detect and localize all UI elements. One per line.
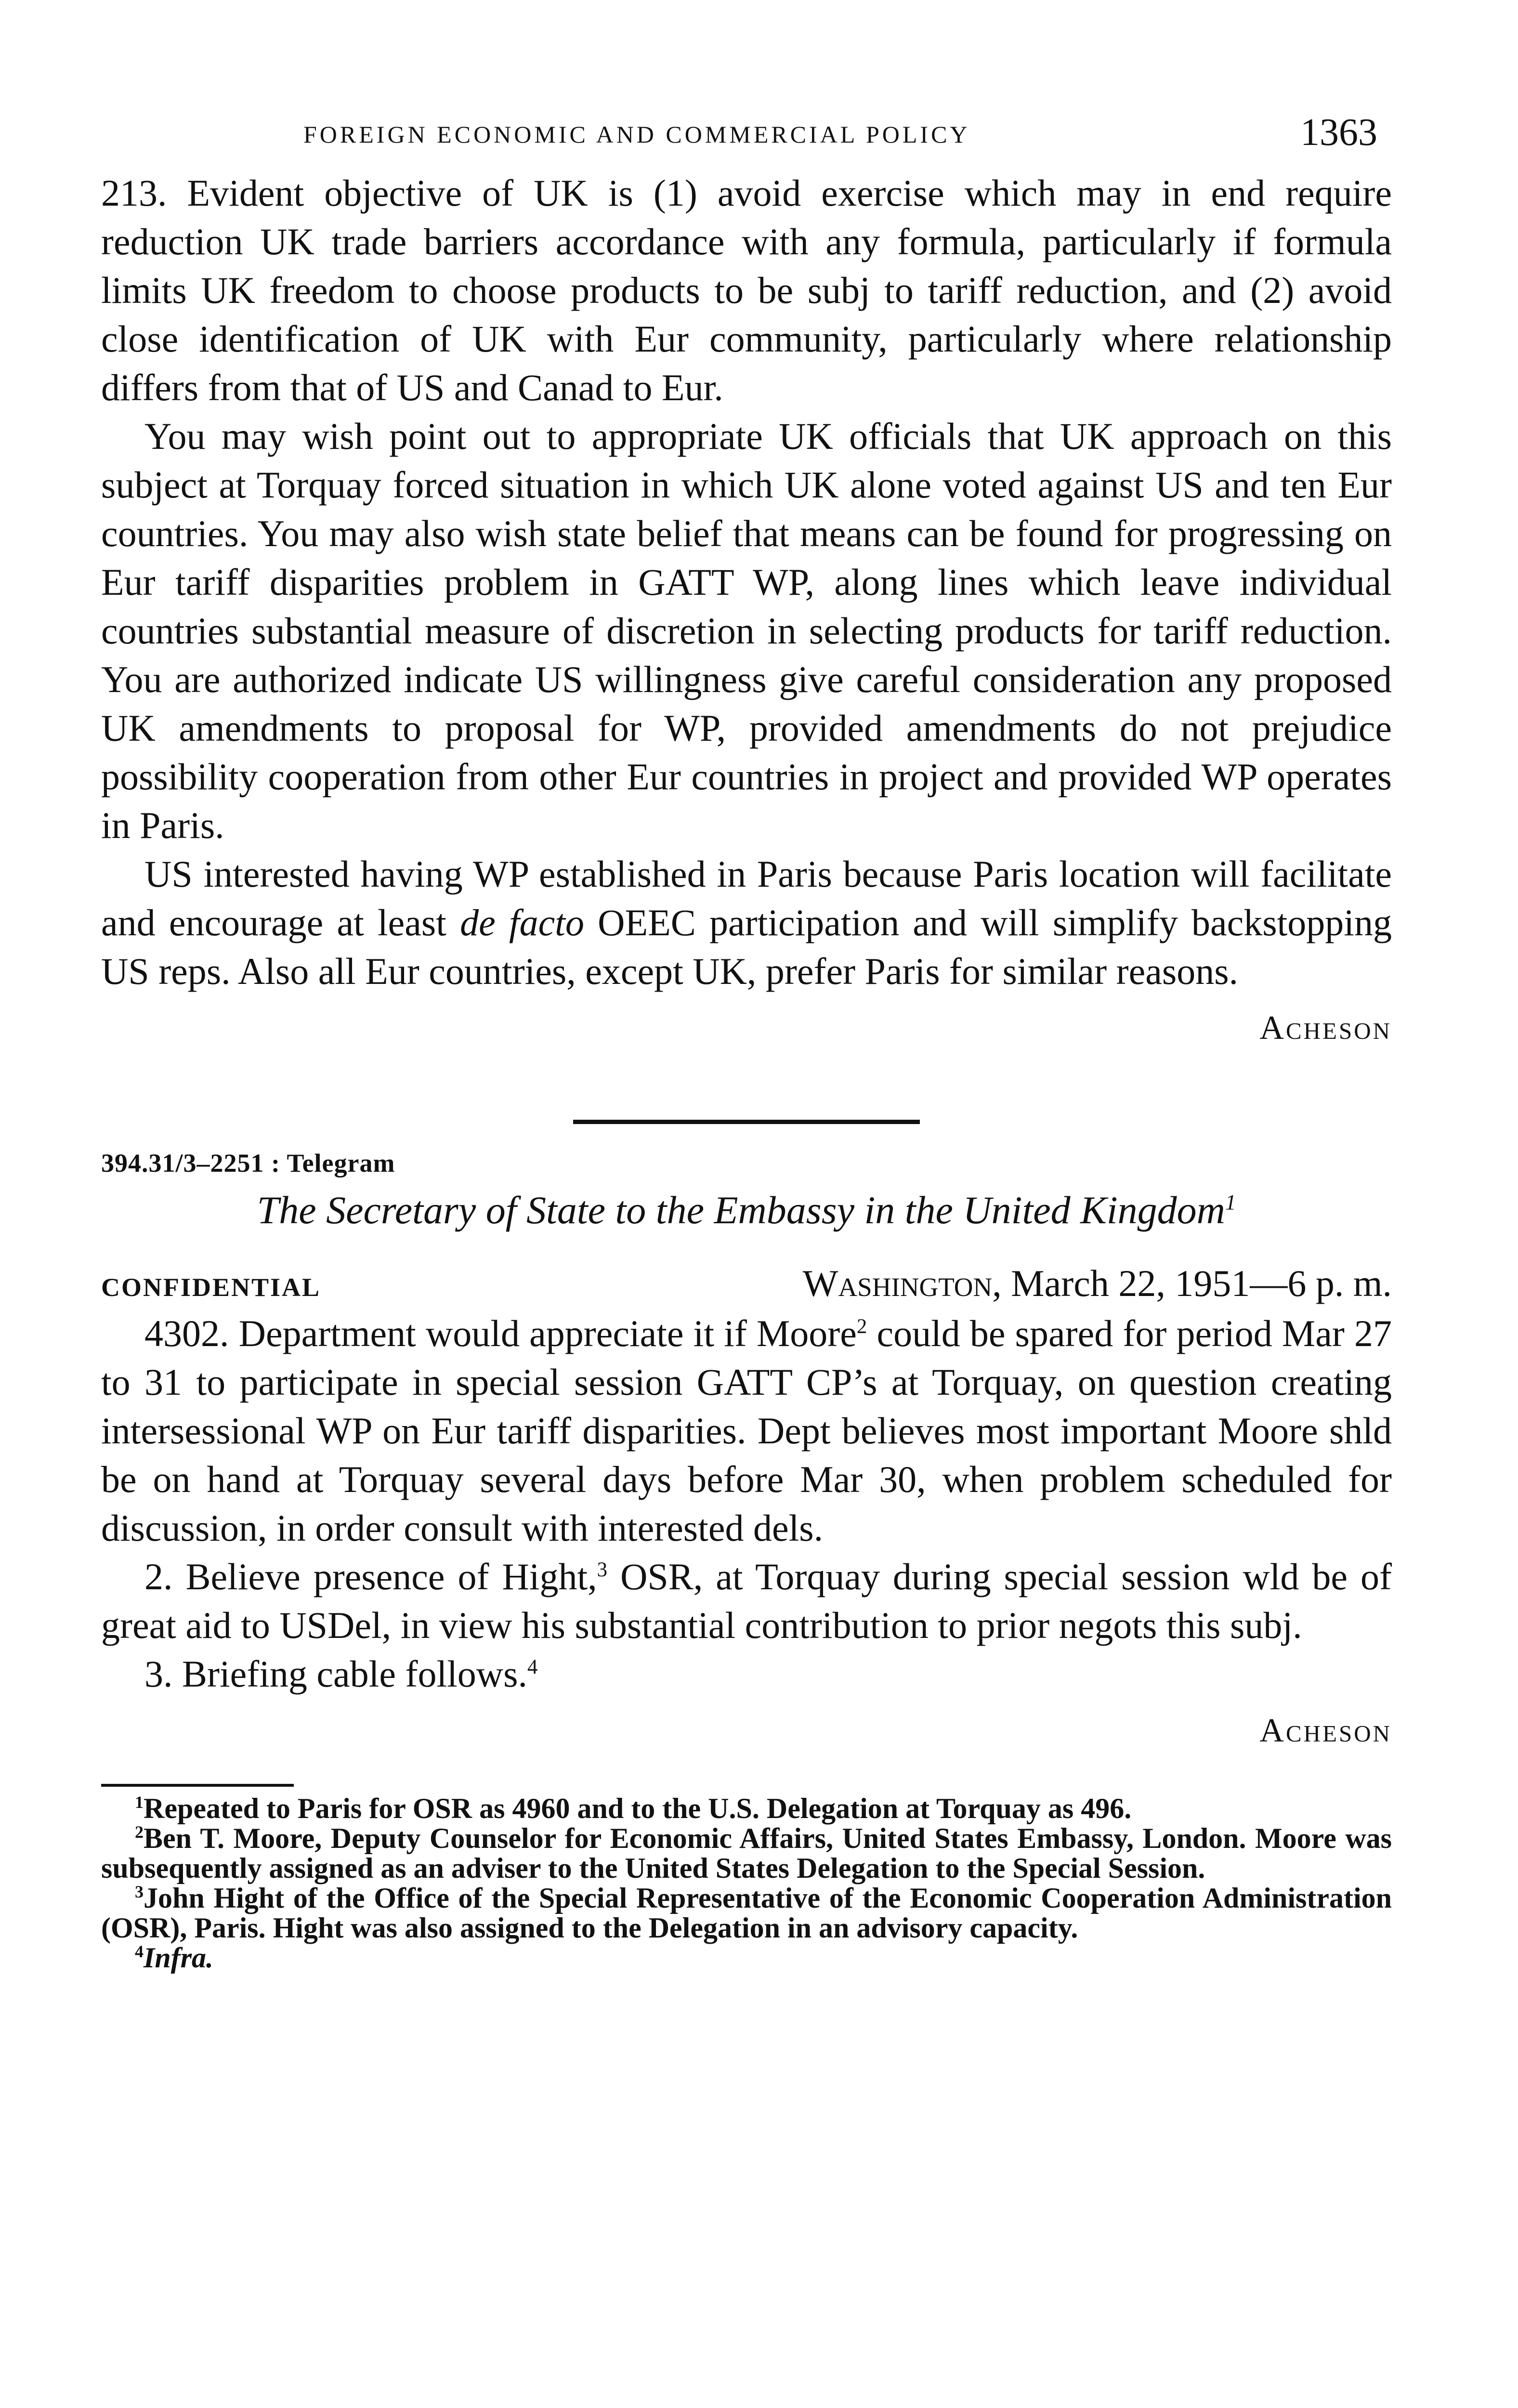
place-date [803,1262,1392,1305]
telegram-paragraph-1-text-a: 4302. Department would appreciate it if Moore [144,1312,857,1354]
document-title-text: The Secretary of State to the Embassy in the United Kingdom [257,1188,1225,1232]
telegram-paragraph-2-text-a: 2. Believe presence of Hight, [144,1556,597,1597]
telegram-paragraph-3-text: 3. Briefing cable follows. [144,1653,527,1695]
dateline [101,1262,1392,1305]
continuation-paragraph-3-text-b: OEEC participation and will simplify backstopping US reps. Also all Eur countries, except UK, prefer Paris for similar reasons. [101,902,1392,992]
signature-2: Acheson [1259,1712,1392,1749]
running-head [101,111,1392,169]
footnote-3 [101,1883,1392,1943]
continuation-paragraph-2: You may wish point out to appropriate UK officials that UK approach on this subject at Torquay forced situation in which UK alone voted against US and ten Eur countries. You may also wish state belief that means can be found for progressing on Eur tariff disparities problem in GATT WP, along lines which leave individual countries substantial measure of discretion in selecting products for tariff reduction. You are authorized indicate US willingness give careful consideration any proposed UK amendments to proposal for WP, provided amendments do not prejudice possibility cooperation from other Eur countries in project and provided WP operates in Paris. [101,415,1392,846]
footnote-1 [101,1793,1392,1823]
classification: CONFIDENTIAL [101,1273,321,1302]
footnote-ref-4: 4 [527,1656,538,1678]
date: , March 22, 1951—6 p. m. [992,1262,1392,1304]
footnote-ref-3: 3 [597,1558,608,1581]
footnote-1-mark: 1 [135,1793,144,1812]
running-title: FOREIGN ECONOMIC AND COMMERCIAL POLICY [303,121,970,148]
continuation-paragraph-1: 213. Evident objective of UK is (1) avoid exercise which may in end require reduction UK trade barriers accordance with any formula, particularly if formula limits UK freedom to choose products to be subj to tariff reduction, and (2) avoid close identification of UK with Eur community, particularly where relationship differs from that of US and Canad to Eur. [101,172,1392,408]
telegram-paragraph-3 [101,1649,1392,1698]
de-facto-italic: de facto [460,902,584,943]
section-divider [573,1120,920,1124]
footnote-ref-1: 1 [1225,1190,1236,1215]
footnote-4-text: Infra. [144,1942,214,1974]
footnote-1-text: Repeated to Paris for OSR as 4960 and to the U.S. Delegation at Torquay as 496. [144,1793,1132,1824]
telegram-paragraph-1-text-b: could be spared for period Mar 27 to 31 to participate in special session GATT CP’s at Torquay, on question creating intersessional WP on Eur tariff disparities. Dept believes most important Moore shld be on hand at Torquay several days before Mar 30, when problem scheduled for discussion, in order consult with interested dels. [101,1312,1392,1549]
footnote-2 [101,1823,1392,1883]
telegram-paragraph-2 [101,1552,1392,1649]
footnote-4-mark: 4 [135,1942,144,1961]
footnote-3-text: John Hight of the Office of the Special Representative of the Economic Cooperation Administration (OSR), Paris. Hight was also assigned to the Delegation in an advisory capacity. [101,1882,1392,1944]
continuation-paragraph-3 [101,850,1392,995]
telegram-paragraph-1 [101,1309,1392,1552]
footnote-2-text: Ben T. Moore, Deputy Counselor for Economic Affairs, United States Embassy, London. Moore was subsequently assigned as an adviser to the United States Delegation to the Special Session. [101,1822,1392,1884]
signature-1: Acheson [1259,1009,1392,1047]
footnote-3-mark: 3 [135,1882,144,1901]
continuation-paragraph-3-text-a: US interested having WP established in Paris because Paris location will facilitate and encourage at least [101,853,1392,943]
footnote-2-mark: 2 [135,1822,144,1842]
place: Washington [802,1262,993,1304]
page [101,111,1392,1973]
page-number: 1363 [1300,111,1377,154]
telegram-paragraph-2-text-b: OSR, at Torquay during special session wld be of great aid to USDel, in view his substantial contribution to prior negots this subj. [101,1556,1392,1646]
footnote-rule [101,1784,294,1787]
footnote-4 [101,1943,1392,1973]
file-reference: 394.31/3–2251 : Telegram [101,1149,395,1178]
document-title [101,1188,1392,1233]
footnote-ref-2: 2 [856,1315,867,1338]
